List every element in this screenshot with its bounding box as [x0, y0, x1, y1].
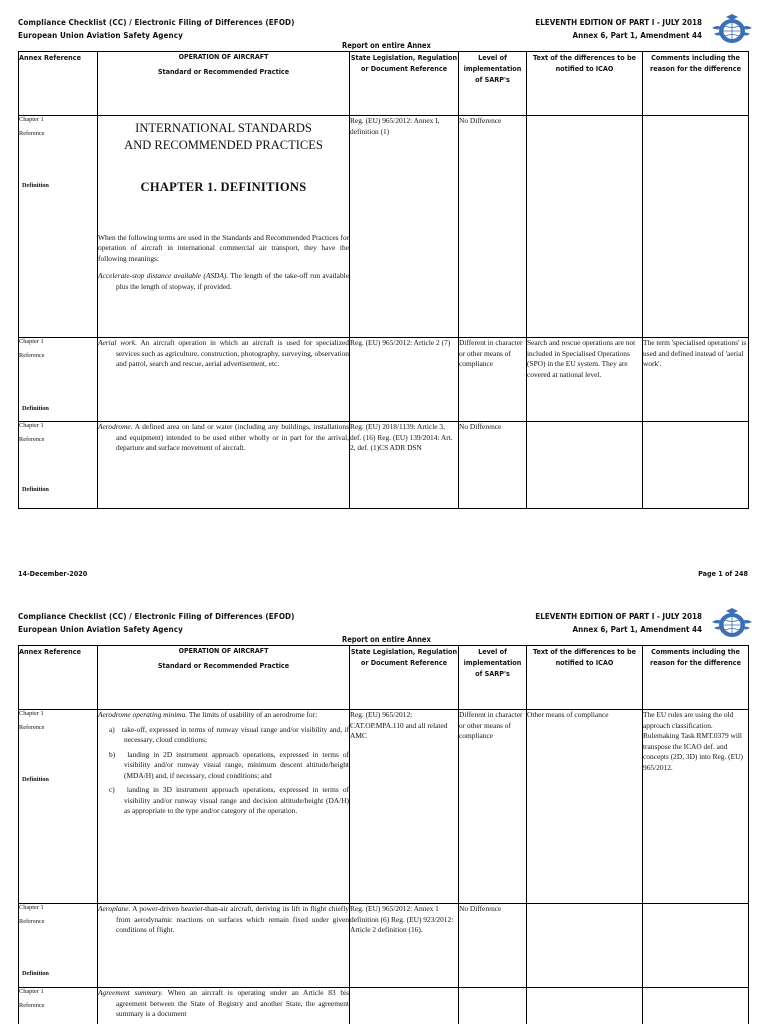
ref-chapter: Chapter 1	[19, 116, 44, 123]
standard-text	[98, 116, 350, 338]
ref-reference: Reference	[19, 918, 45, 925]
standard-text	[98, 422, 350, 509]
chapter-heading: CHAPTER 1. DEFINITIONS	[140, 180, 307, 194]
definition-aeroplane: Aeroplane. A power-driven heavier-than-air aircraft, deriving its lift in flight chiefly from aerodynamic reactions on surfaces which remain fixed under given conditions of flight.	[98, 904, 349, 934]
ref-reference: Reference	[19, 436, 45, 443]
col-standard-sub: Standard or Recommended Practice	[157, 67, 290, 76]
difference-text	[527, 116, 643, 338]
ref-definition: Definition	[22, 486, 49, 493]
col-state-legislation: State Legislation, Regulation or Document Reference	[350, 52, 459, 116]
compliance-table	[18, 51, 749, 509]
ref-reference: Reference	[19, 1002, 45, 1009]
ref-definition: Definition	[22, 182, 49, 189]
annex-reference	[19, 904, 98, 988]
report-scope: Report on entire Annex	[342, 41, 431, 50]
implementation-level: No Difference	[459, 422, 527, 509]
col-comments: Comments including the reason for the difference	[643, 646, 749, 710]
col-standard-title: OPERATION OF AIRCRAFT	[178, 53, 269, 61]
ref-chapter: Chapter 1	[19, 422, 44, 429]
annex-reference	[19, 988, 98, 1024]
header-left	[18, 16, 295, 42]
ref-reference: Reference	[19, 352, 45, 359]
table-row	[19, 710, 749, 904]
col-standard-title: OPERATION OF AIRCRAFT	[178, 647, 269, 655]
list-item: c) landing in 3D instrument approach operations, expressed in terms of visibility and/or runway visual range and decision altitude/height (DA/H) as appropriate to the type and/or category of the operation.	[109, 785, 349, 815]
table-header-row	[19, 646, 749, 710]
ref-chapter: Chapter 1	[19, 988, 44, 995]
ref-definition: Definition	[22, 776, 49, 783]
ref-reference: Reference	[19, 130, 45, 137]
col-level: Level of implementation of SARP's	[459, 646, 527, 710]
difference-comment	[643, 422, 749, 509]
table-row	[19, 338, 749, 422]
ref-chapter: Chapter 1	[19, 710, 44, 717]
state-legislation	[350, 988, 459, 1024]
difference-text: Search and rescue operations are not included in Specialised Operations (SPO) in the EU system. They are covered at national level.	[527, 338, 643, 422]
ref-definition: Definition	[22, 970, 49, 977]
header-title: Compliance Checklist (CC) / Electronic Filing of Differences (EFOD)	[18, 18, 295, 27]
header-annex: Annex 6, Part 1, Amendment 44	[572, 625, 702, 634]
col-annex-reference: Annex Reference	[19, 52, 98, 116]
implementation-level: Different in character or other means of compliance	[459, 710, 527, 904]
header-edition: ELEVENTH EDITION OF PART I - JULY 2018	[535, 18, 702, 27]
difference-comment: The term 'specialised operations' is used and defined instead of 'aerial work'.	[643, 338, 749, 422]
col-text-differences: Text of the differences to be notified to ICAO	[527, 52, 643, 116]
col-text-differences: Text of the differences to be notified to ICAO	[527, 646, 643, 710]
table-row	[19, 904, 749, 988]
state-legislation: Reg. (EU) 2018/1139: Article 3, def. (16) Reg. (EU) 139/2014: Art. 2, def. (1)CS ADR DSN	[350, 422, 459, 509]
standard-text	[98, 338, 350, 422]
col-level: Level of implementation of SARP's	[459, 52, 527, 116]
implementation-level: No Difference	[459, 904, 527, 988]
header-right	[535, 16, 702, 42]
intro-paragraph: When the following terms are used in the Standards and Recommended Practices for operation of aircraft in international commercial air transport, they have the following meanings:	[98, 232, 349, 263]
document-title: INTERNATIONAL STANDARDS AND RECOMMENDED PRACTICES	[124, 121, 323, 152]
footer-page-number: Page 1 of 248	[698, 569, 748, 578]
difference-comment	[643, 116, 749, 338]
col-state-legislation: State Legislation, Regulation or Document Reference	[350, 646, 459, 710]
table-row	[19, 116, 749, 338]
table-header-row	[19, 52, 749, 116]
standard-text	[98, 904, 350, 988]
implementation-level: Different in character or other means of compliance	[459, 338, 527, 422]
definition-aerial-work: Aerial work. An aircraft operation in which an aircraft is used for specialized services such as agriculture, construction, photography, surveying, observation and patrol, search and rescue, aerial advertisement, etc.	[98, 338, 349, 368]
annex-reference	[19, 710, 98, 904]
list-item: a) take-off, expressed in terms of runway visual range and/or visibility and, if necessary, cloud conditions;	[109, 724, 349, 744]
annex-reference	[19, 338, 98, 422]
col-annex-reference: Annex Reference	[19, 646, 98, 710]
header-agency: European Union Aviation Safety Agency	[18, 31, 183, 40]
difference-comment: The EU rules are using the old approach classification. Rulemaking Task RMT.0379 will transpose the ICAO def. and concepts (2D, 3D) into Reg. (EU) 965/2012.	[643, 710, 749, 904]
definition-aerodrome: Aerodrome. A defined area on land or water (including any buildings, installations and equipment) intended to be used either wholly or in part for the arrival, departure and surface movement of aircraft.	[98, 422, 349, 452]
state-legislation: Reg. (EU) 965/2012: Article 2 (7)	[350, 338, 459, 422]
difference-text: Other means of compliance	[527, 710, 643, 904]
icao-logo-icon	[710, 12, 754, 48]
col-standard	[98, 646, 350, 710]
report-scope: Report on entire Annex	[342, 635, 431, 644]
col-comments: Comments including the reason for the difference	[643, 52, 749, 116]
difference-text	[527, 988, 643, 1024]
standard-text	[98, 988, 350, 1024]
definition-agreement-summary: Agreement summary. When an aircraft is operating under an Article 83 bis agreement between the State of Registry and another State, the agreement summary is a document	[98, 988, 349, 1018]
header-left	[18, 610, 295, 636]
ref-reference: Reference	[19, 724, 45, 731]
annex-reference	[19, 116, 98, 338]
ref-definition: Definition	[22, 405, 49, 412]
difference-text	[527, 422, 643, 509]
state-legislation: Reg. (EU) 965/2012: CAT.OP.MPA.110 and all related AMC	[350, 710, 459, 904]
col-standard	[98, 52, 350, 116]
difference-text	[527, 904, 643, 988]
list-item: b) landing in 2D instrument approach operations, expressed in terms of visibility and/or runway visual range, minimum descent altitude/height (MDA/H) and, if necessary, cloud conditions; and	[109, 749, 350, 780]
ref-chapter: Chapter 1	[19, 904, 44, 911]
col-standard-sub: Standard or Recommended Practice	[157, 661, 290, 670]
page-2	[0, 594, 768, 1024]
icao-logo-icon	[710, 606, 754, 642]
ref-chapter: Chapter 1	[19, 338, 44, 345]
state-legislation: Reg. (EU) 965/2012: Annex I, definition (1)	[350, 116, 459, 338]
definition-aerodrome-operating-minima: Aerodrome operating minima. The limits of usability of an aerodrome for:	[98, 710, 318, 719]
definition-asda: Accelerate-stop distance available (ASDA). The length of the take-off run available plus the length of stopway, if provided.	[98, 271, 349, 291]
annex-reference	[19, 422, 98, 509]
header-right	[535, 610, 702, 636]
implementation-level: No Difference	[459, 116, 527, 338]
table-row	[19, 422, 749, 509]
compliance-table	[18, 645, 749, 1024]
difference-comment	[643, 904, 749, 988]
state-legislation: Reg. (EU) 965/2012: Annex 1 definition (6) Reg. (EU) 923/2012: Article 2 definition (16).	[350, 904, 459, 988]
implementation-level	[459, 988, 527, 1024]
header-agency: European Union Aviation Safety Agency	[18, 625, 183, 634]
header-annex: Annex 6, Part 1, Amendment 44	[572, 31, 702, 40]
table-row	[19, 988, 749, 1024]
header-edition: ELEVENTH EDITION OF PART I - JULY 2018	[535, 612, 702, 621]
header-title: Compliance Checklist (CC) / Electronic Filing of Differences (EFOD)	[18, 612, 295, 621]
footer-date: 14-December-2020	[18, 569, 88, 578]
standard-text	[98, 710, 350, 904]
difference-comment	[643, 988, 749, 1024]
